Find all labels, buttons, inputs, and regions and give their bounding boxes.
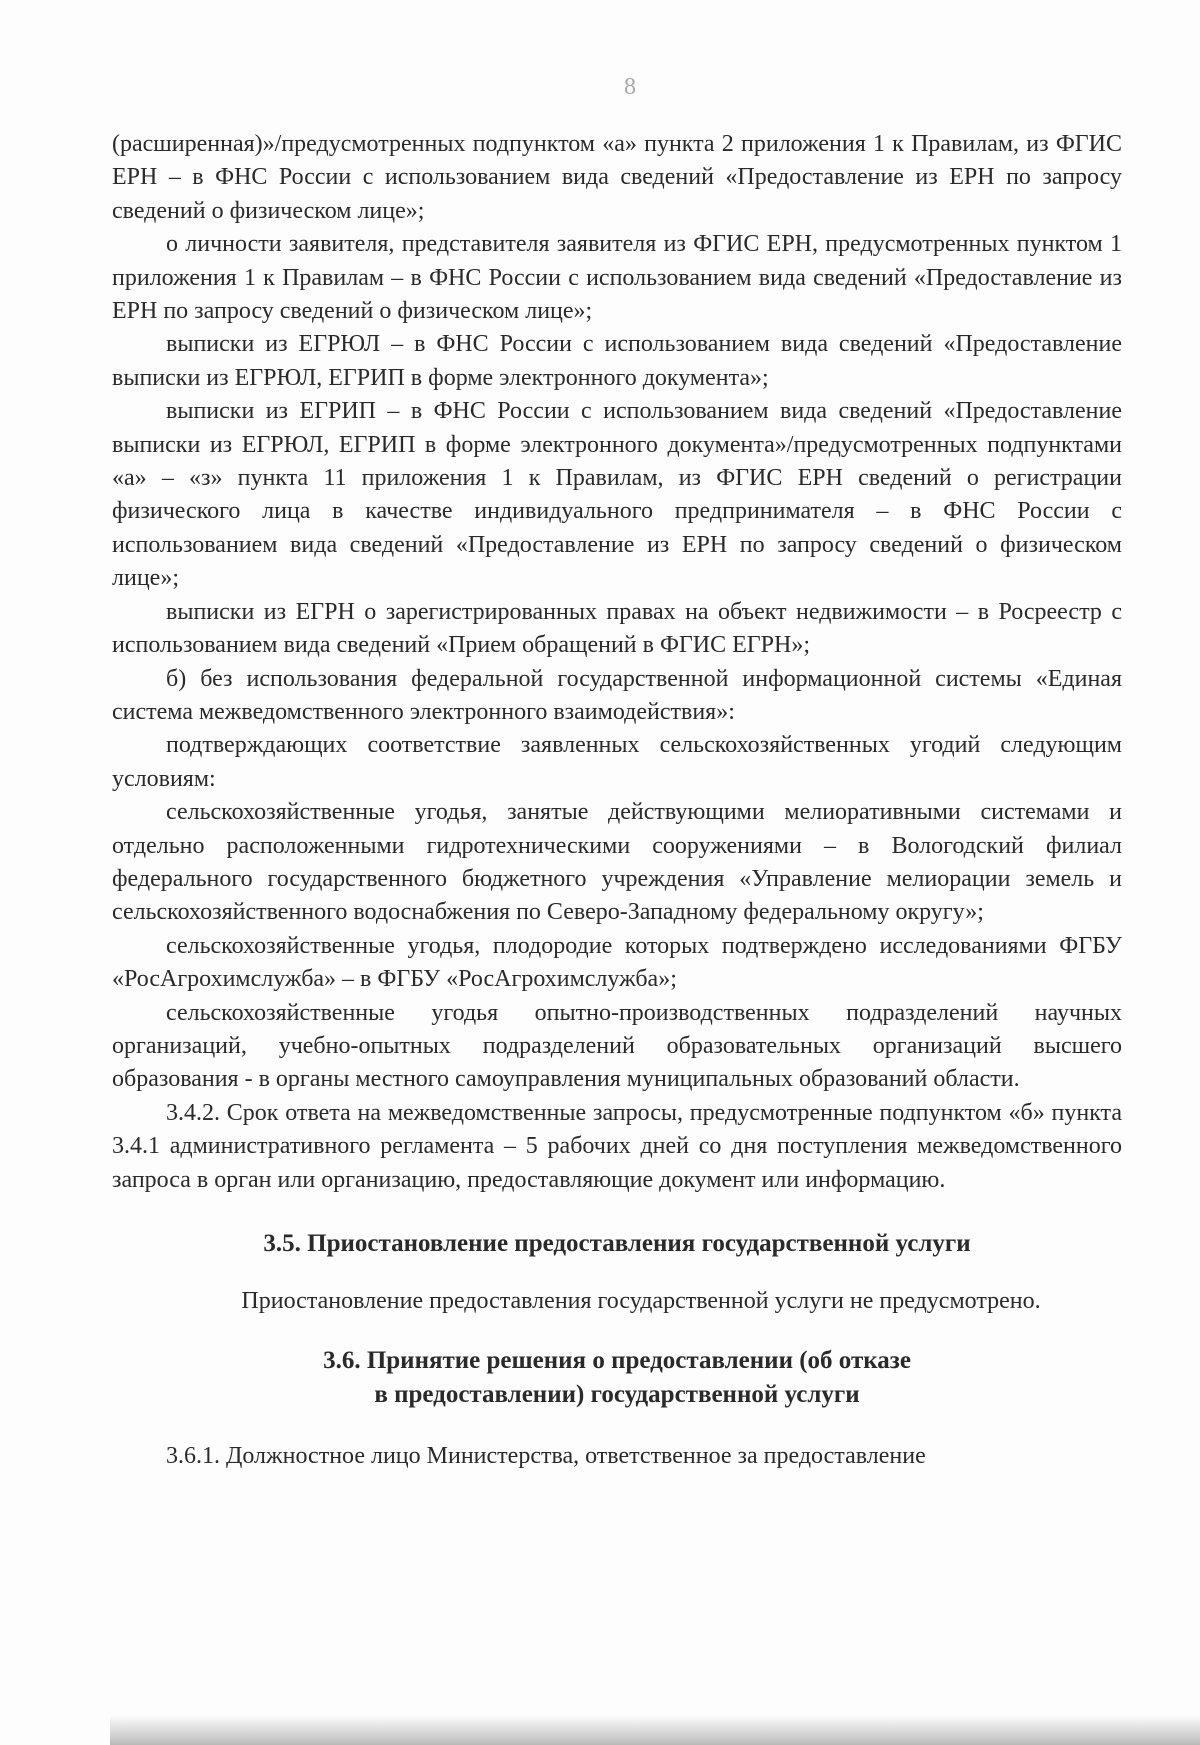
- paragraph-3-4-2: 3.4.2. Срок ответа на межведомственные запросы, предусмотренные подпунктом «б» пункта 3.4.1 административного регламента – 5 рабочих дней со дня поступления межведомственного запроса в орган или организацию, предоставляющие документ или информацию.: [112, 1099, 1122, 1193]
- paragraph-fertility-lands: сельскохозяйственные угодья, плодородие которых подтверждено исследованиями ФГБУ «РосАгрохимслужба» – в ФГБУ «РосАгрохимслужба»;: [112, 932, 1122, 993]
- paragraph-confirming-conditions: подтверждающих соответствие заявленных сельскохозяйственных угодий следующим условиям:: [112, 732, 1122, 792]
- paragraph-egrn-extract: выписки из ЕГРН о зарегистрированных правах на объект недвижимости – в Росреестр с использованием вида сведений «Прием обращений в ФГИС ЕГРН»;: [112, 598, 1122, 659]
- scan-edge-shadow: [110, 1715, 1200, 1745]
- section-3-5-text: Приостановление предоставления государственной услуги не предусмотрено.: [241, 1288, 1041, 1314]
- paragraph-3-6-1: 3.6.1. Должностное лицо Министерства, ответственное за предоставление: [166, 1443, 926, 1470]
- page-number: 8: [624, 74, 636, 100]
- paragraph-melioration-lands: сельскохозяйственные угодья, занятые действующими мелиоративными системами и отдельно расположенными гидротехническими сооружениями – в Вологодский филиал федерального государственного бюджетного учреждения «Управление мелиорации земель и сельскохозяйственного водоснабжения по Северо-Западному федеральному округу»;: [112, 799, 1122, 926]
- paragraph-continuation: (расширенная)»/предусмотренных подпунктом «а» пункта 2 приложения 1 к Правилам, из ФГИС ЕРН – в ФНС России с использованием вида сведений «Предоставление из ЕРН по запросу сведений о физическом лице»;: [112, 131, 1122, 224]
- section-3-6-heading-line2: в предоставлении) государственной услуги: [374, 1381, 860, 1409]
- section-3-6-heading-line1: 3.6. Принятие решения о предоставлении (об отказе: [323, 1347, 911, 1375]
- paragraph-egrip-extract: выписки из ЕГРИП – в ФНС России с использованием вида сведений «Предоставление выписки из ЕГРЮЛ, ЕГРИП в форме электронного документа»/предусмотренных подпунктами «а» – «з» пункта 11 приложения 1 к Правилам, из ФГИС ЕРН сведений о регистрации физического лица в качестве индивидуального предпринимателя – в ФНС России с использованием вида сведений «Предоставление из ЕРН по запросу сведений о физическом лице»;: [112, 398, 1122, 592]
- paragraph-subitem-b: б) без использования федеральной государственной информационной системы «Единая система межведомственного электронного взаимодействия»:: [112, 665, 1122, 725]
- section-3-5-heading: 3.5. Приостановление предоставления государственной услуги: [263, 1230, 971, 1257]
- paragraph-applicant-identity: о личности заявителя, представителя заявителя из ФГИС ЕРН, предусмотренных пунктом 1 приложения 1 к Правилам – в ФНС России с использованием вида сведений «Предоставление из ЕРН по запросу сведений о физическом лице»;: [112, 231, 1122, 325]
- paragraph-egrul-extract: выписки из ЕГРЮЛ – в ФНС России с использованием вида сведений «Предоставление выписки из ЕГРЮЛ, ЕГРИП в форме электронного документа»;: [112, 331, 1122, 391]
- paragraph-research-lands: сельскохозяйственные угодья опытно-производственных подразделений научных организаций, учебно-опытных подразделений образовательных организаций высшего образования - в органы местного самоуправления муниципальных образований области.: [112, 999, 1122, 1093]
- document-body: [112, 128, 1122, 1474]
